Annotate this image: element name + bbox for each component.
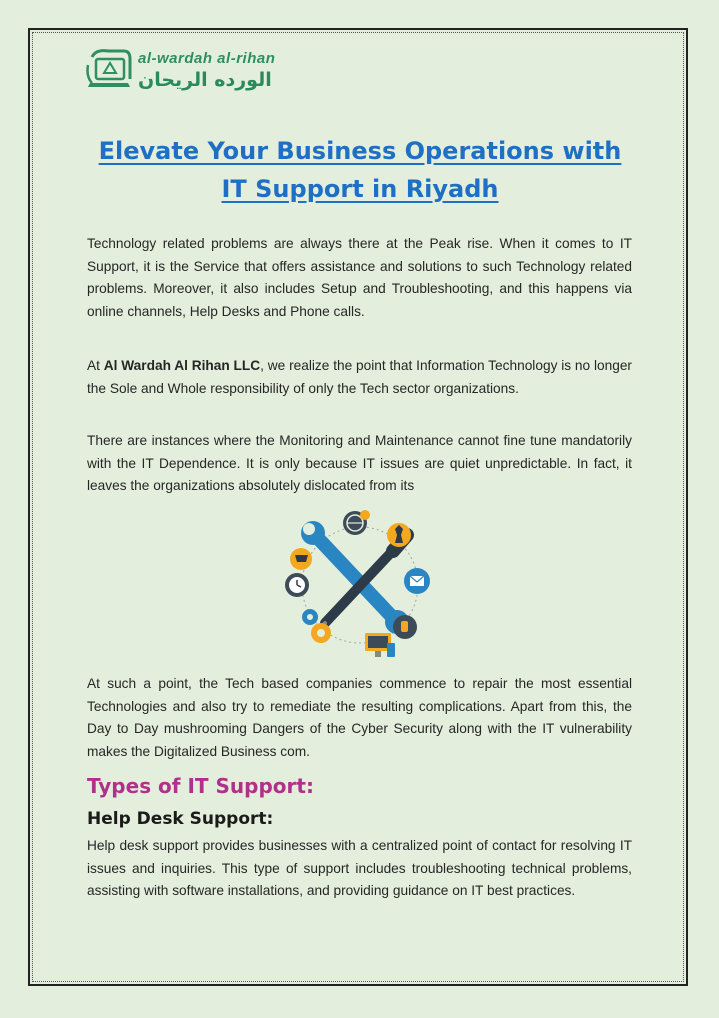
paragraph-intro-text: Technology related problems are always there at the Peak rise. When it comes to IT Support, it is the Service that offers assistance and solutions to such Technology related problems. Moreover, it also includes Setup and Troubleshooting, and this happens via online channels, Help Desks and Phone calls. [87, 236, 632, 319]
paragraph-intro [87, 233, 632, 323]
company-suffix: , we realize the point that Information Technology is no longer the Sole and Whole responsibility of only the Tech sector organizations. [87, 358, 632, 396]
company-prefix: At [87, 358, 104, 373]
logo-name-en: al-wardah al-rihan [138, 49, 276, 67]
paragraph-help-desk-text: Help desk support provides businesses with a centralized point of contact for resolving IT issues and inquiries. This type of support includes troubleshooting technical problems, assisting with software installations, and providing guidance on IT best practices. [87, 838, 632, 898]
chess-icon [387, 523, 411, 547]
cart-icon [290, 548, 312, 570]
monitor-icon [365, 633, 395, 657]
globe-gear-icon [343, 510, 370, 535]
heading-types-of-it-support: Types of IT Support: [87, 774, 314, 798]
paragraph-instances [87, 430, 632, 498]
mail-icon [404, 568, 430, 594]
paragraph-company-text [87, 355, 632, 400]
paragraph-tech-companies-text: At such a point, the Tech based companies commence to repair the most essential Technologies and also try to remediate the resulting complications. Apart from this, the Day to Day mushrooming Dangers of the Cyber Security along with the IT vulnerability makes the Digitalized Business com. [87, 676, 632, 759]
laptop-logo-icon [86, 45, 132, 95]
clock-icon [285, 573, 309, 597]
paragraph-company [87, 355, 632, 400]
page-title: Elevate Your Business Operations with IT Support in Riyadh [98, 137, 622, 203]
paragraph-instances-text: There are instances where the Monitoring and Maintenance cannot fine tune mandatorily with the IT Dependence. It is only because IT issues are quiet unpredictable. In fact, it leaves the organizations absolutely dislocated from its [87, 433, 632, 493]
paragraph-help-desk [87, 835, 632, 903]
company-logo [86, 42, 326, 98]
paragraph-tech-companies [87, 673, 632, 763]
it-support-illustration [275, 505, 445, 665]
heading-help-desk-support: Help Desk Support: [87, 809, 274, 829]
company-name: Al Wardah Al Rihan LLC [103, 358, 261, 373]
hand-click-icon [393, 615, 417, 639]
logo-name-ar: الورده الريحان [138, 68, 272, 91]
